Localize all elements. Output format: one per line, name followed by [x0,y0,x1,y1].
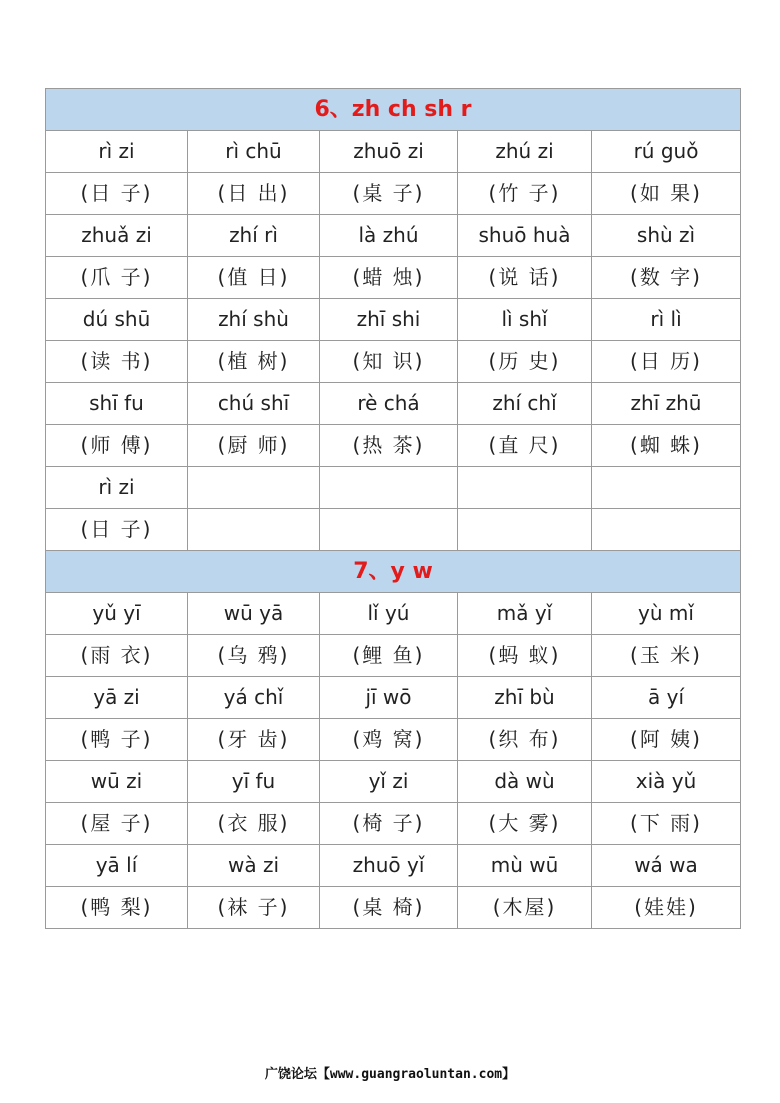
hanzi-cell: (桌 子) [320,173,458,215]
pinyin-cell: shuō huà [458,215,592,257]
hanzi-cell: (乌 鸦) [188,635,320,677]
hanzi-cell: (厨 师) [188,425,320,467]
pinyin-cell: zhī bù [458,677,592,719]
pinyin-cell: shù zì [592,215,741,257]
pinyin-cell: rì zi [46,131,188,173]
hanzi-cell: (衣 服) [188,803,320,845]
hanzi-cell: (鲤 鱼) [320,635,458,677]
pinyin-cell: mù wū [458,845,592,887]
pinyin-cell: yā lí [46,845,188,887]
hanzi-cell [458,509,592,551]
hanzi-cell: (如 果) [592,173,741,215]
pinyin-cell: zhuō zi [320,131,458,173]
section-header-row [46,89,741,131]
hanzi-row [46,635,741,677]
hanzi-cell: (植 树) [188,341,320,383]
hanzi-cell: (椅 子) [320,803,458,845]
hanzi-cell: (竹 子) [458,173,592,215]
pinyin-row [46,845,741,887]
hanzi-cell: (值 日) [188,257,320,299]
hanzi-cell: (鸡 窝) [320,719,458,761]
section-header-row [46,551,741,593]
hanzi-cell: (桌 椅) [320,887,458,929]
pinyin-cell [458,467,592,509]
hanzi-cell [188,509,320,551]
hanzi-cell: (阿 姨) [592,719,741,761]
hanzi-cell: (日 子) [46,173,188,215]
hanzi-cell: (爪 子) [46,257,188,299]
hanzi-cell: (雨 衣) [46,635,188,677]
pinyin-cell: xià yǔ [592,761,741,803]
hanzi-row [46,257,741,299]
pinyin-cell: yǔ yī [46,593,188,635]
hanzi-cell: (木屋) [458,887,592,929]
footer-watermark: 广饶论坛【www.guangraoluntan.com】 [264,1067,516,1082]
hanzi-cell: (蜘 蛛) [592,425,741,467]
hanzi-cell: (织 布) [458,719,592,761]
pinyin-cell: lǐ yú [320,593,458,635]
hanzi-cell: (说 话) [458,257,592,299]
pinyin-cell: rè chá [320,383,458,425]
pinyin-cell: rì chū [188,131,320,173]
pinyin-cell: là zhú [320,215,458,257]
pinyin-cell: zhí chǐ [458,383,592,425]
pinyin-cell: zhí shù [188,299,320,341]
pinyin-cell: yā zi [46,677,188,719]
hanzi-row [46,425,741,467]
hanzi-row [46,173,741,215]
pinyin-cell: yá chǐ [188,677,320,719]
pinyin-row [46,383,741,425]
pinyin-cell: wū zi [46,761,188,803]
hanzi-cell: (师 傅) [46,425,188,467]
pinyin-row [46,761,741,803]
hanzi-cell: (牙 齿) [188,719,320,761]
hanzi-cell: (日 子) [46,509,188,551]
pinyin-row [46,299,741,341]
pinyin-cell: rú guǒ [592,131,741,173]
hanzi-cell: (蚂 蚁) [458,635,592,677]
hanzi-cell: (娃娃) [592,887,741,929]
pinyin-cell: dà wù [458,761,592,803]
hanzi-cell: (知 识) [320,341,458,383]
pinyin-cell: ā yí [592,677,741,719]
pinyin-cell: lì shǐ [458,299,592,341]
pinyin-row [46,467,741,509]
pinyin-cell [592,467,741,509]
pinyin-cell: chú shī [188,383,320,425]
hanzi-row [46,887,741,929]
section-title: 6、zh ch sh r [46,89,741,131]
hanzi-cell: (下 雨) [592,803,741,845]
hanzi-cell: (直 尺) [458,425,592,467]
hanzi-cell: (历 史) [458,341,592,383]
hanzi-cell: (数 字) [592,257,741,299]
pinyin-cell: dú shū [46,299,188,341]
pinyin-cell: jī wō [320,677,458,719]
pinyin-row [46,215,741,257]
section-title: 7、y w [46,551,741,593]
hanzi-row [46,803,741,845]
pinyin-row [46,131,741,173]
hanzi-row [46,341,741,383]
pinyin-row [46,593,741,635]
worksheet [45,88,740,929]
hanzi-row [46,509,741,551]
pinyin-cell: rì zi [46,467,188,509]
pinyin-cell: yī fu [188,761,320,803]
hanzi-cell: (热 茶) [320,425,458,467]
hanzi-cell: (大 雾) [458,803,592,845]
hanzi-cell: (袜 子) [188,887,320,929]
hanzi-cell: (鸭 梨) [46,887,188,929]
hanzi-cell: (蜡 烛) [320,257,458,299]
hanzi-row [46,719,741,761]
pinyin-cell: yǐ zi [320,761,458,803]
pinyin-cell: wá wa [592,845,741,887]
hanzi-cell [592,509,741,551]
pinyin-cell: zhuǎ zi [46,215,188,257]
pinyin-cell: zhī zhū [592,383,741,425]
hanzi-cell: (读 书) [46,341,188,383]
pinyin-row [46,677,741,719]
hanzi-cell: (玉 米) [592,635,741,677]
table-body [46,89,741,929]
pinyin-cell: zhú zi [458,131,592,173]
hanzi-cell: (日 出) [188,173,320,215]
hanzi-cell [320,509,458,551]
pinyin-cell: wà zi [188,845,320,887]
pinyin-cell [188,467,320,509]
pinyin-cell: yù mǐ [592,593,741,635]
pinyin-cell: rì lì [592,299,741,341]
hanzi-cell: (屋 子) [46,803,188,845]
pinyin-table [45,88,741,929]
hanzi-cell: (日 历) [592,341,741,383]
pinyin-cell: zhí rì [188,215,320,257]
pinyin-cell: wū yā [188,593,320,635]
pinyin-cell: mǎ yǐ [458,593,592,635]
pinyin-cell [320,467,458,509]
hanzi-cell: (鸭 子) [46,719,188,761]
pinyin-cell: shī fu [46,383,188,425]
pinyin-cell: zhuō yǐ [320,845,458,887]
pinyin-cell: zhī shi [320,299,458,341]
